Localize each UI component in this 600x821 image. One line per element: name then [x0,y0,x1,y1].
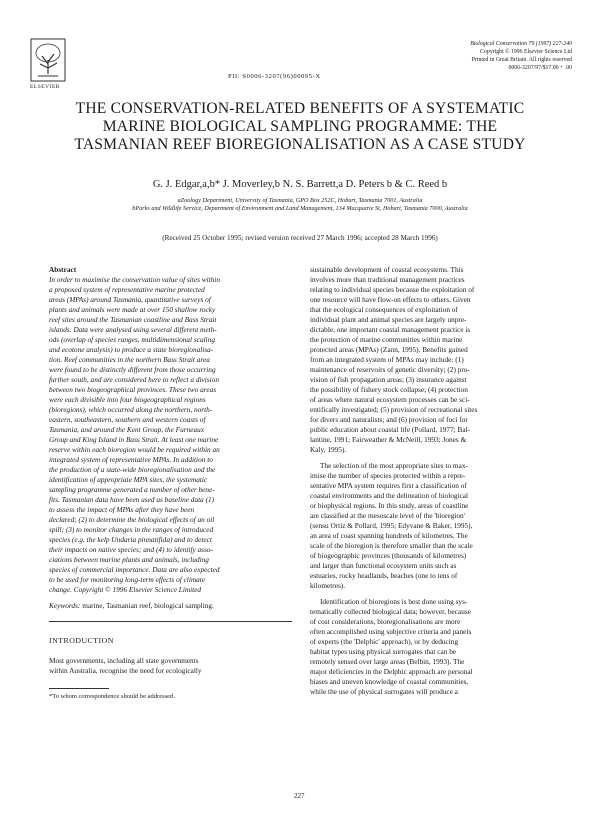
abstract-body [49,275,292,595]
journal-info [382,40,572,72]
text-line: islands. Data were analysed using several different meth- [49,325,217,334]
text-line: the production of a state-wide bioregionalisation and the [49,465,216,474]
footnote: *To whom correspondence should be addressed. [49,692,175,700]
text-line: change. Copyright © 1996 Elsevier Science Limited [49,585,202,594]
text-line: within Australia, recognise the need for ecologically [49,665,202,675]
text-line: of cost considerations, bioregionalisations are more [310,617,461,626]
text-line: (sensu Ortiz & Pollard, 1995; Edyvane & Baker, 1995), [310,521,473,530]
text-line: or biophysical regions. In this study, areas of coastline [310,501,469,510]
journal-line: 0006-3207/97/$17.00 + .00 [508,65,572,72]
text-line: habitat types using physical surrogates that can be [310,647,457,656]
text-line: to be used for monitoring long-term effects of climate [49,575,206,584]
keywords-label: Keywords: [49,601,81,610]
text-line: declared; (2) to determine the biological effects of an oil [49,515,215,524]
text-line: were each divisible into four biogeographical regions [49,395,206,404]
left-column [49,265,292,701]
text-line: vision of fish propagation areas; (3) insurance against [310,375,467,384]
text-line: Identification of bioregions is best done using sys- [320,597,468,606]
text-line: species of commercial importance. Data are also expected [49,565,220,574]
text-line: while the use of physical surrogates will produce a [310,687,458,696]
article-title [40,100,560,154]
title-line: TASMANIAN REEF BIOREGIONALISATION AS A CASE STUDY [74,136,526,153]
text-line: tematically collected biological data; however, because [310,607,471,616]
text-line: one resource will have flow-on effects to others. Given [310,295,471,304]
pii-code: PII: S0006-3207(96)00095-X [228,73,321,80]
text-line: ciations between marine plants and animals, including [49,555,209,564]
journal-line: Biological Conservation 79 (1997) 227-240 [470,41,572,47]
text-line: estuaries, rocky headlands, beaches (one to tens of [310,571,458,580]
publisher-name: ELSEVIER [30,84,60,90]
abstract-heading: Abstract [49,265,77,274]
text-line: plants and animals were made at over 150 shallow rocky [49,305,216,314]
text-line: tion. Reef communities in the northern Bass Strait area [49,355,210,364]
text-line: a proposed system of representative marine protected [49,285,205,294]
text-line: spill; (3) to monitor changes in the ranges of introduced [49,525,214,534]
text-line: public education about coastal life (Pollard, 1977; Bal- [310,425,471,434]
journal-line: Copyright © 1996 Elsevier Science Ltd [480,49,572,56]
text-line: dictable, one important coastal management practice is [310,325,471,334]
elsevier-logo [30,38,66,82]
text-line: Group and King Island in Bass Strait. At least one marine [49,435,219,444]
right-column [310,265,553,697]
text-line: protected areas (MPAs) (Zann, 1995). Benefits gained [310,345,468,354]
paragraph [310,597,553,697]
divider [49,621,292,622]
text-line: the possibility of fishery stock collapse; (4) protection [310,385,468,394]
text-line: Tasmania, and around the Kent Group, the Furneaux [49,425,205,434]
footnote-divider [49,688,109,689]
keywords [49,601,292,611]
text-line: that the ecological consequences of exploitation of [310,305,458,314]
text-line: species (e.g. the kelp Undaria pinnatifida) and to detect [49,535,212,544]
text-line: identification of appropriate MPA sites, the systematic [49,475,208,484]
text-line: sustainable development of coastal ecosystems. This [310,265,464,274]
text-line: were found to be distinctly different from those occurring [49,365,216,374]
introduction-heading: INTRODUCTION [49,635,114,645]
title-line: MARINE BIOLOGICAL SAMPLING PROGRAMME: THE [102,118,498,135]
text-line: relating to individual species because the exploitation of [310,285,475,294]
text-line: individual plant and animal species are largely unpre- [310,315,467,324]
text-line: and ecotone analysis) to produce a state bioregionalisa- [49,345,214,354]
text-line: sentative MPA system requires first a classification of [310,481,467,490]
text-line: an area of coast spanning hundreds of kilometres. The [310,531,468,540]
authors: G. J. Edgar,a,b* J. Moverley,b N. S. Barrett,a D. Peters b & C. Reed b [152,179,448,190]
keywords-text: marine, Tasmanian reef, biological sampling. [82,601,214,610]
text-line: remotely sensed over large areas (Belbin, 1993). The [310,657,465,666]
text-line: integrated system of representative MPAs. In addition to [49,455,213,464]
tree-icon [30,38,66,82]
text-line: fits. Tasmanian data have been used as baseline data (1) [49,495,215,504]
text-line: eastern, southeastern, southern and western coasts of [49,415,206,424]
text-line: scale of the bioregion is therefore smaller than the scale [310,541,473,550]
text-line: of biogeographic provinces (thousands of kilometres) [310,551,467,560]
text-line: of experts (the 'Delphic' approach), or by deducing [310,637,459,646]
text-line: kilometres). [310,581,346,590]
journal-line: Printed in Great Britain. All rights reserved [471,57,572,64]
text-line: In order to maximise the conservation value of sites within [49,275,220,284]
text-line: and larger than functional ecosystem units such as [310,561,457,570]
text-line: are classified at the mesoscale level of the 'bioregion' [310,511,465,520]
text-line: The selection of the most appropriate sites to max- [320,461,468,470]
text-line: Most governments, including all state governments [49,655,199,665]
text-line: reef sites around the Tasmanian coastline and Bass Strait [49,315,217,324]
text-line: (bioregions), which occurred along the northern, north- [49,405,213,414]
text-line: for divers and naturalists; and (6) provision of foci for [310,415,468,424]
text-line: the protection of marine communities within marine [310,335,463,344]
affiliation: aZoology Department, University of Tasmania, GPO Box 252C, Hobart, Tasmania 7001, Australia [177,197,423,204]
text-line: coastal environments and the delineation of biological [310,491,469,500]
text-line: lantine, 1991; Fairweather & McNeill, 1993; Jones & [310,435,467,444]
text-line: reserve within each bioregion would be required within an [49,445,220,454]
text-line: Kaly, 1995). [310,445,347,454]
text-line: sampling programme generated a number of other bene- [49,485,215,494]
text-line: maintenance of reservoirs of genetic diversity; (2) pro- [310,365,470,374]
title-line: THE CONSERVATION-RELATED BENEFITS OF A SYSTEMATIC [75,100,525,117]
text-line: entifically investigated; (5) provision of recreational sites [310,405,478,414]
paragraph [310,265,553,455]
text-line: major deficiencies in the Delphic approach are personal [310,667,473,676]
text-line: from an integrated system of MPAs may include: (1) [310,355,464,364]
text-line: often accomplished using subjective criteria and panels [310,627,472,636]
text-line: to assess the impact of MPAs after they have been [49,505,195,514]
page-number: 227 [294,792,305,800]
text-line: of areas where natural ecosystem processes can be sci- [310,395,470,404]
text-line: between two biogeographical provinces. These two areas [49,385,217,394]
text-line: biases and uneven knowledge of coastal communities, [310,677,469,686]
received-dates: (Received 25 October 1995; revised version received 27 March 1996; accepted 28 March 1996) [162,234,438,242]
text-line: imise the number of species protected within a repre- [310,471,466,480]
text-line: ods (overlap of species ranges, multidimensional scaling [49,335,215,344]
affiliations [30,197,570,214]
affiliation: bParks and Wildlife Service, Department of Environment and Land Management, 134 Macquarie St, Hobart, Tasmania 7000, Australia [132,205,468,213]
text-line: further south, and are considered here to reflect a division [49,375,219,384]
introduction-body [49,656,292,676]
paragraph [310,461,553,591]
text-line: their impacts on native species; and (4) to identify asso- [49,545,213,554]
text-line: areas (MPAs) around Tasmania, quantitative surveys of [49,295,211,304]
text-line: involves more than traditional management practices [310,275,465,284]
